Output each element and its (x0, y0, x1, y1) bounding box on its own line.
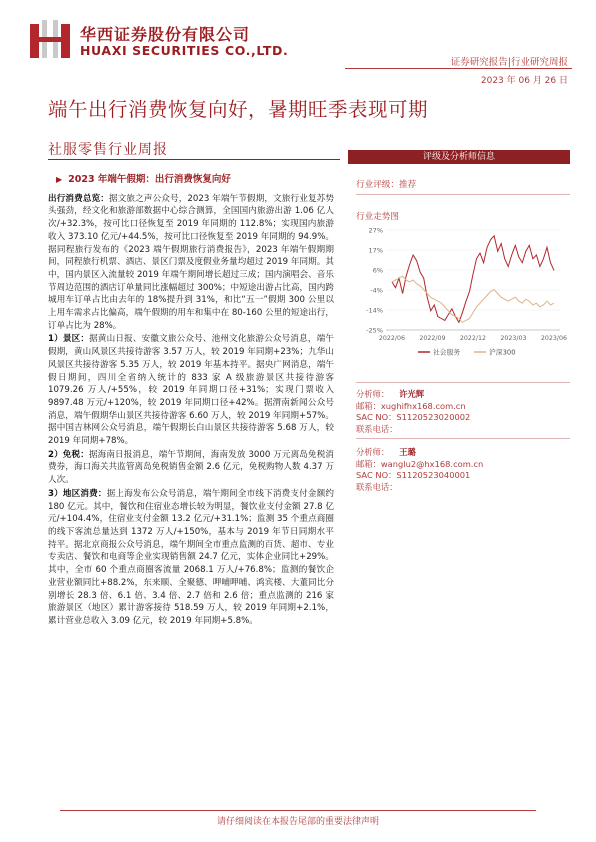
paragraph-scenic (48, 333, 334, 447)
legal-notice[interactable]: 请仔细阅读在本报告尾部的重要法律声明 (216, 817, 379, 827)
analyst-email[interactable]: 邮箱：wanglu2@hx168.com.cn (356, 458, 484, 469)
chart-x-ticks (379, 335, 567, 342)
paragraph-lead: 3）地区消费： (48, 488, 107, 499)
paragraph-text: 据海南日报消息，端午节期间，海南发放 3000 万元离岛免税消费券，海口海关共监管离岛免税销售金额 2.6 亿元，免税购物人数 4.37 万人次。 (48, 449, 334, 486)
company-name-cn: 华西证券股份有限公司 (80, 25, 251, 44)
panel-divider (356, 194, 570, 195)
paragraph-lead: 2）免税： (48, 449, 89, 460)
y-tick-label: 27% (368, 226, 383, 235)
report-body (48, 174, 334, 629)
y-tick-label: -14% (366, 306, 383, 315)
y-tick-label: -25% (366, 326, 383, 335)
rating-panel-header: 评级及分析师信息 (348, 150, 570, 164)
analyst-sac: SAC NO：S1120523040001 (356, 470, 471, 481)
x-tick-label: 2022/12 (459, 335, 487, 342)
report-date: 2023 年 06 月 26 日 (480, 76, 568, 86)
analyst-phone: 联系电话： (356, 481, 398, 492)
paragraph-overview (48, 193, 334, 333)
triangle-bullet-icon: ▶ (56, 175, 63, 184)
y-tick-label: 17% (368, 246, 383, 255)
analyst-phone: 联系电话： (356, 423, 398, 434)
page-header (0, 0, 596, 86)
legend-label: 沪深300 (489, 348, 516, 357)
y-tick-label: 6% (372, 266, 383, 275)
footer-divider (60, 810, 536, 811)
paragraph-lead: 1）景区： (48, 334, 90, 345)
analyst-block-2 (356, 446, 570, 492)
analyst-name: 许光辉 (399, 389, 425, 399)
chart-y-ticks (366, 227, 383, 335)
y-tick-label: -4% (370, 286, 383, 295)
trend-chart-label: 行业走势图 (356, 212, 399, 222)
x-tick-label: 2023/03 (500, 335, 527, 342)
panel-divider (356, 438, 570, 439)
chart-series (392, 236, 554, 322)
paragraph-regional (48, 488, 334, 628)
report-category: 证券研究报告|行业研究周报 (450, 57, 568, 68)
chart-legend (418, 348, 516, 357)
analyst-label: 分析师： (356, 447, 390, 457)
paragraph-text: 据上海发布公众号消息，端午期间全市线下消费支付金额约 180 亿元。其中，餐饮和住宿业态增长较为明显，餐饮业支付金额 27.8 亿元/+104.4%，住宿业支付金额 13.2 亿元/+31.1%；监测 35 个重点商圈的线下客流总量达到 1372 万人/+150%，基本与 2019 年节日同期水平持平。据北京商报公众号消息，端午期间全市重点监测的百货、超市、专业专卖店、餐饮和电商等企业实现销售额 24.7 亿元，实体企业同比+29%。其中，全市 60 个重点商圈客流量 2068.1 万人/+76.8%；监测的餐饮企业营业额同比+88.2%，东来顺、全聚德、呷哺呷哺、鸿宾楼、大董同比分别增长 28.3 倍、6.1 倍、3.4 倍、2.7 倍和 2.6 倍；重点监测的 216 家旅游景区（地区）累计游客接待 518.59 万人，较 2019 年同期+2.1%，累计营业总收入 3.09 亿元，较 2019 年同期+5.8%。 (48, 488, 334, 626)
panel-divider (356, 382, 570, 383)
section-heading-text: 2023 年端午假期：出行消费恢复向好 (68, 174, 231, 185)
report-title: 端午出行消费恢复向好，暑期旺季表现可期 (48, 98, 429, 121)
legend-label: 社会服务 (433, 348, 461, 357)
subtitle-divider (48, 159, 340, 160)
x-tick-label: 2023/06 (540, 335, 568, 342)
series-line-index (392, 276, 554, 322)
section-heading (48, 174, 334, 187)
industry-rating: 行业评级：推荐 (356, 180, 417, 190)
report-subtitle: 社服零售行业周报 (48, 142, 168, 158)
analyst-name: 王璐 (399, 447, 416, 457)
analyst-label: 分析师： (356, 389, 390, 399)
huaxi-logo-icon (30, 20, 70, 58)
x-tick-label: 2022/09 (419, 335, 446, 342)
analyst-block-1 (356, 388, 570, 434)
x-tick-label: 2022/06 (378, 335, 406, 342)
paragraph-text: 据黄山日报、安徽文旅公众号、池州文化旅游公众号消息，端午假期，黄山风景区共接待游客 3.57 万人，较 2019 年同期+23%；九华山风景区共接待游客 5.35 万人，较 2019 年基本持平。据央广网消息，端午假日期间，四川全省纳入统计的 833 家 A 级旅游景区共接待游客 1079.26 万人/+55%，较 2019 年同期口径+31%；实现门票收入 9897.48 万元/+120%，较 2019 年同期口径+42%。据渭南新闻公众号消息，端午假期华山景区共接待游客 6.60 万人，较 2019 年同期+57%。据中国吉林网公众号消息，端午假期长白山景区共接待游客 5.68 万人，较 2019 年同期+78%。 (48, 334, 334, 447)
paragraph-text: 据文旅之声公众号，2023 年端午节假期，文旅行业复苏势头强劲，经文化和旅游部数据中心综合测算，全国国内旅游出游 1.06 亿人次/+32.3%，按可比口径恢复至 2019 年同期的 112.8%；实现国内旅游收入 373.10 亿元/+44.5%，按可比口径恢复至 2019 年同期的 94.9%。据同程旅行发布的《2023 端午假期旅行消费报告》，2023 年端午假期期间，同程旅行机票、酒店、景区门票及度假业务量均超过 2019 年同期。其中，国内景区入流量较 2019 年端午期间增长超过三成；国内演唱会、音乐节周边范围的酒店订单量同比涨幅超过 300%；中短途出游占比高，国内跨城用车订单占比由去年的 18%提升到 31%，和比“五一”假期 300 公里以上用车需求占比偏高，端午假期的用车和集中在 80-160 公里的短途出行，订单占比为 28%。 (48, 193, 334, 331)
paragraph-lead: 出行消费总览： (48, 193, 109, 204)
industry-trend-chart (356, 224, 570, 372)
series-line-sector (392, 236, 554, 322)
analyst-sac: SAC NO：S1120523020002 (356, 412, 471, 423)
company-name-en: HUAXI SECURITIES CO.,LTD. (80, 43, 289, 58)
header-divider (345, 68, 572, 69)
analyst-email[interactable]: 邮箱：xughifhx168.com.cn (356, 400, 466, 411)
paragraph-dutyfree (48, 449, 334, 487)
